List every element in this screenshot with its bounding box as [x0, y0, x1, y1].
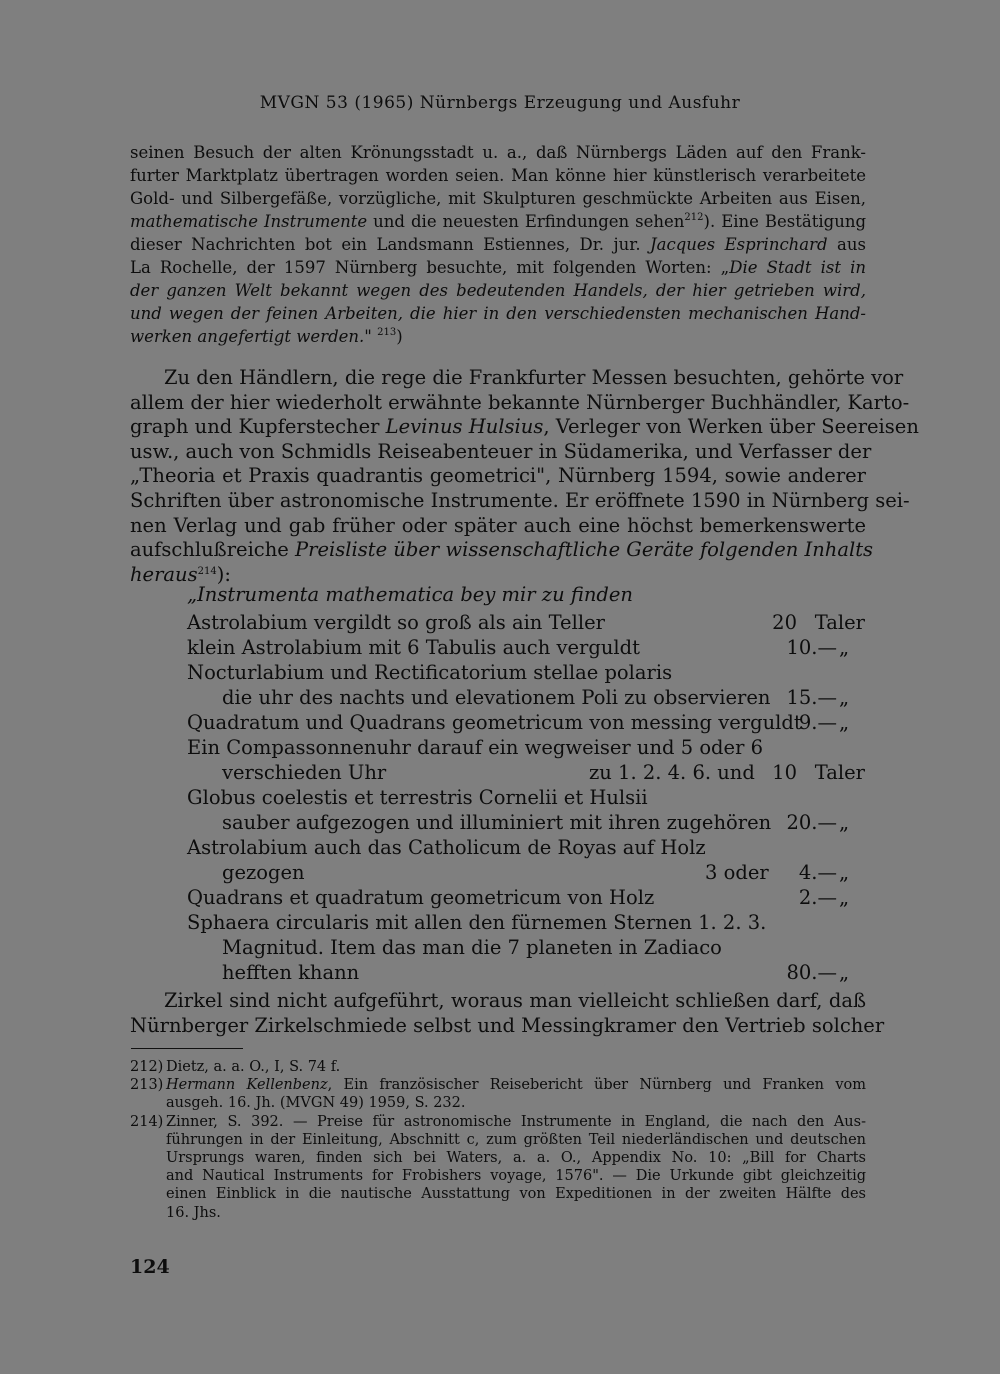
price-unit: „ — [839, 711, 850, 734]
price-amount: 2.— — [798, 886, 837, 909]
price-row — [187, 661, 867, 685]
text-line: Nürnberger Zirkelschmiede selbst und Messingkramer den Vertrieb solcher — [130, 1013, 885, 1037]
text-line: Gold- und Silbergefäße, vorzügliche, mit Skulpturen geschmückte Arbeiten aus Eisen, — [130, 189, 866, 208]
price-unit: Taler — [814, 761, 865, 784]
author-name: Hermann Kellenbenz — [166, 1077, 328, 1094]
price-item: hefften khann — [222, 961, 360, 984]
footnote-mark: 214) — [130, 1113, 164, 1130]
price-row — [187, 636, 867, 660]
price-amount: 10 — [772, 761, 797, 784]
price-amount: 10.— — [786, 636, 837, 659]
page-number: 124 — [130, 1256, 170, 1278]
text-fragment: , Verleger von Werken über Seereisen — [543, 415, 919, 439]
price-row — [187, 761, 867, 785]
footnote-line — [166, 1076, 866, 1094]
text-fragment: ) — [396, 327, 403, 346]
price-item: Magnitud. Item das man die 7 planeten in Zadiaco — [222, 936, 722, 959]
price-row — [187, 836, 867, 860]
footnote-line: 16. Jhs. — [166, 1204, 221, 1221]
price-unit: „ — [839, 861, 850, 884]
price-item: Globus coelestis et terrestris Cornelii et Hulsii — [187, 786, 648, 809]
price-row — [187, 936, 867, 960]
price-range: 3 oder — [705, 861, 769, 884]
emphasis: Preisliste über wissenschaftliche Geräte folgenden Inhalts — [295, 538, 874, 562]
text-fragment: , Ein französischer Reisebericht über Nürnberg und Franken vom — [327, 1077, 866, 1094]
price-unit: „ — [839, 886, 850, 909]
price-item: Ein Compassonnenuhr darauf ein wegweiser und 5 oder 6 — [187, 736, 764, 759]
text-line — [130, 302, 866, 325]
text-line — [130, 233, 866, 256]
quote-fragment: werken angefertigt werden. — [130, 327, 365, 346]
price-row — [187, 886, 867, 910]
footnote-line: Ursprungs waren, finden sich bei Waters, a. a. O., Appendix No. 10: „Bill for Charts — [166, 1150, 866, 1167]
price-amount: 4.— — [798, 861, 837, 884]
price-amount: 15.— — [786, 686, 837, 709]
price-item: Quadratum und Quadrans geometricum von messing verguldt — [187, 711, 802, 734]
text-fragment: La Rochelle, der 1597 Nürnberg besuchte, mit folgenden Worten: „ — [130, 258, 730, 277]
text-line: seinen Besuch der alten Krönungsstadt u. a., daß Nürnbergs Läden auf den Frank- — [130, 143, 866, 162]
footnote-ref-214[interactable]: 214 — [197, 565, 217, 577]
person-name: Jacques Esprinchard — [650, 235, 828, 254]
price-amount: 20.— — [786, 811, 837, 834]
text-line: allem der hier wiederholt erwähnte bekannte Nürnberger Buchhändler, Karto- — [130, 390, 910, 414]
footnote-line: ausgeh. 16. Jh. (MVGN 49) 1959, S. 232. — [166, 1095, 466, 1112]
price-row — [187, 911, 867, 935]
quote-fragment: und wegen der feinen Arbeiten, die hier in den verschiedensten mechanischen Hand- — [130, 304, 866, 323]
text-line — [130, 325, 866, 348]
text-line — [130, 415, 919, 440]
text-line — [130, 279, 866, 302]
text-line — [130, 210, 866, 233]
price-amount: 9.— — [798, 711, 837, 734]
text-line — [130, 256, 866, 279]
footnote-line: Dietz, a. a. O., I, S. 74 f. — [166, 1059, 341, 1075]
price-range: zu 1. 2. 4. 6. und — [589, 761, 755, 784]
text-line — [130, 538, 874, 563]
text-line: furter Marktplatz übertragen worden seien. Man könne hier künstlerisch verarbeitete — [130, 166, 866, 185]
price-row — [187, 711, 867, 735]
price-row — [187, 736, 867, 760]
price-row — [187, 686, 867, 710]
text-line: nen Verlag und gab früher oder später auch eine höchst bemerkenswerte — [130, 513, 866, 537]
footnote-line: and Nautical Instruments for Frobishers voyage, 1576". — Die Urkunde gibt gleichzeitig — [166, 1168, 866, 1185]
footnote-line: einen Einblick in die nautische Ausstattung von Expeditionen in der zweiten Hälfte des — [166, 1186, 866, 1203]
price-unit: Taler — [814, 611, 865, 634]
price-row — [187, 786, 867, 810]
footnote-ref-213[interactable]: 213 — [377, 327, 397, 338]
price-unit: „ — [839, 811, 850, 834]
footnote-mark: 213) — [130, 1077, 164, 1094]
price-row — [187, 611, 867, 635]
text-fragment: graph und Kupferstecher — [130, 415, 386, 439]
text-line: „Theoria et Praxis quadrantis geometrici", Nürnberg 1594, sowie anderer — [130, 464, 866, 488]
emphasis: mathematische Instrumente — [130, 212, 368, 231]
quote-fragment: Die Stadt ist in — [729, 258, 867, 277]
price-row — [187, 861, 867, 885]
footnote-divider — [131, 1048, 243, 1049]
price-row — [187, 961, 867, 985]
footnote-line: führungen in der Einleitung, Abschnitt c, zum größten Teil niederländischen und deutschen — [166, 1131, 866, 1148]
price-item: gezogen — [222, 861, 305, 884]
price-unit: „ — [839, 686, 850, 709]
price-item: sauber aufgezogen und illuminiert mit ihren zugehören — [222, 811, 772, 834]
price-row — [187, 811, 867, 835]
price-unit: „ — [839, 636, 850, 659]
price-item: Sphaera circularis mit allen den fürnemen Sternen 1. 2. 3. — [187, 911, 767, 934]
price-amount: 80.— — [786, 961, 837, 984]
price-item: verschieden Uhr — [222, 761, 387, 784]
text-line: Zu den Händlern, die rege die Frankfurter Messen besuchten, gehörte vor — [164, 366, 904, 389]
running-head: MVGN 53 (1965) Nürnbergs Erzeugung und Ausfuhr — [259, 93, 741, 113]
paragraph-continued — [130, 141, 866, 348]
text-fragment: ). Eine Bestätigung — [703, 212, 867, 231]
price-unit: „ — [839, 961, 850, 984]
quote-fragment: der ganzen Welt bekannt wegen des bedeutenden Handels, der hier getrieben wird, — [130, 281, 866, 300]
footnote-ref-212[interactable]: 212 — [684, 212, 704, 223]
text-line: Schriften über astronomische Instrumente. Er eröffnete 1590 in Nürnberg sei- — [130, 488, 910, 512]
price-item: Quadrans et quadratum geometricum von Holz — [187, 886, 655, 909]
price-item: die uhr des nachts und elevationem Poli zu observieren — [222, 686, 771, 709]
text-fragment: dieser Nachrichten bot ein Landsmann Estiennes, Dr. jur. — [130, 235, 651, 254]
price-amount: 20 — [772, 611, 797, 634]
price-item: Astrolabium auch das Catholicum de Royas auf Holz — [187, 836, 706, 859]
price-item: Astrolabium vergildt so groß als ain Teller — [187, 611, 605, 634]
price-item: Nocturlabium und Rectificatorium stellae polaris — [187, 661, 673, 684]
footnote-213 — [130, 1076, 866, 1112]
text-fragment: und die neuesten Erfindungen sehen — [367, 212, 685, 231]
footnotes — [130, 1058, 866, 1222]
paragraph-zirkel — [130, 989, 885, 1038]
footnote-line: Zinner, S. 392. — Preise für astronomische Instrumente in England, die nach den Aus- — [166, 1113, 866, 1130]
text-fragment: aufschlußreiche — [130, 538, 296, 562]
text-line: usw., auch von Schmidls Reiseabenteuer in Südamerika, und Verfasser der — [130, 439, 872, 463]
price-item: klein Astrolabium mit 6 Tabulis auch verguldt — [187, 636, 640, 659]
text-fragment: " — [364, 327, 378, 346]
text-fragment: aus — [827, 235, 866, 254]
text-line: Zirkel sind nicht aufgeführt, woraus man vielleicht schließen darf, daß — [164, 989, 866, 1012]
person-name: Levinus Hulsius — [385, 415, 544, 439]
emphasis: heraus — [130, 562, 198, 586]
footnote-212 — [130, 1058, 866, 1076]
price-list-title: „Instrumenta mathematica bey mir zu finden — [187, 583, 633, 606]
footnote-mark: 212) — [130, 1059, 164, 1075]
paragraph-haendler — [130, 366, 919, 587]
text-fragment: ): — [216, 562, 231, 586]
footnote-214 — [130, 1113, 866, 1222]
